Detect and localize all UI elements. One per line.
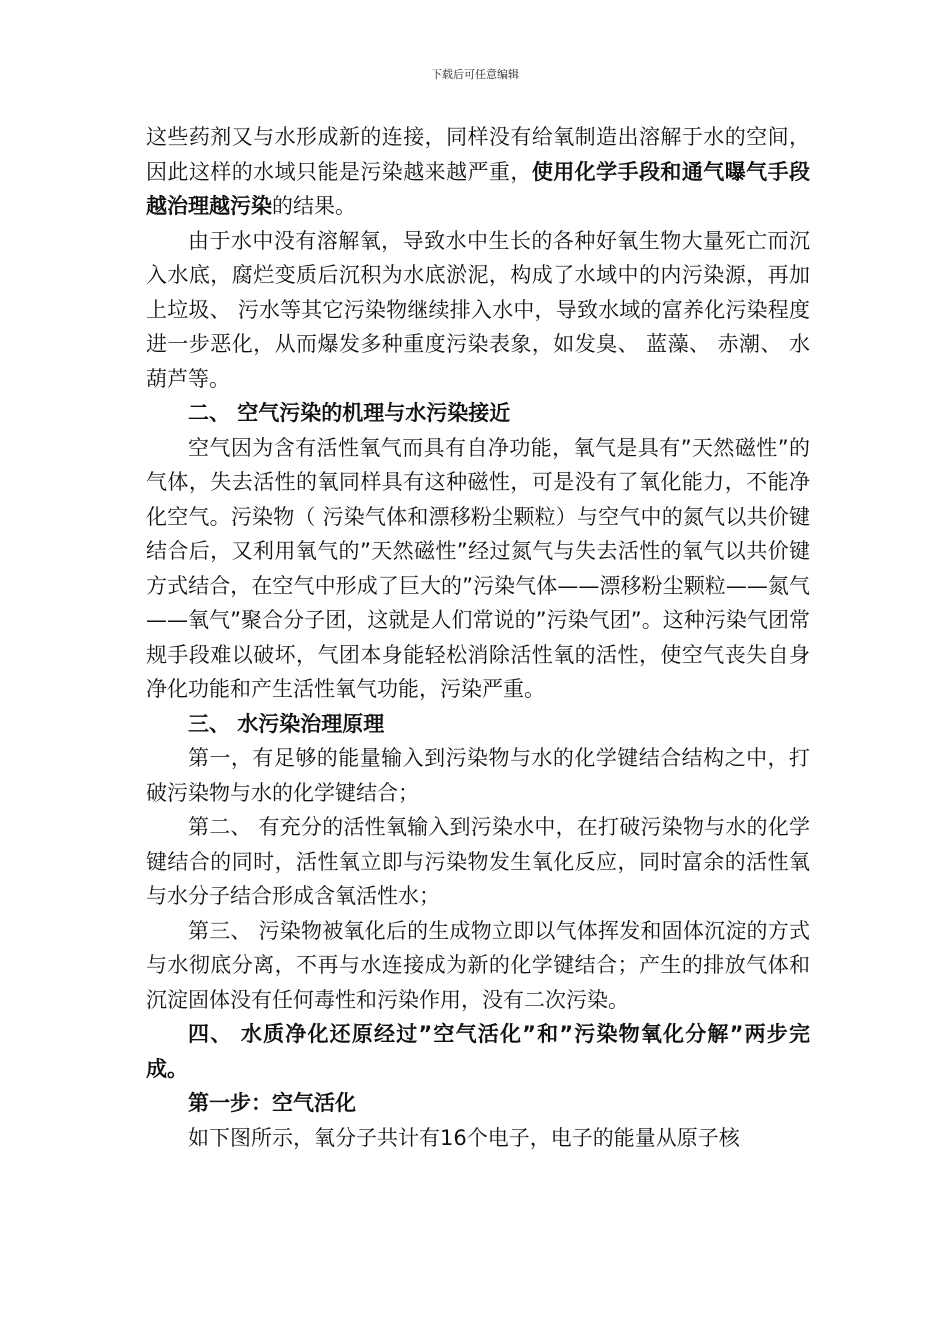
paragraph-1-text: 这些药剂又与水形成新的连接，同样没有给氧制造出溶解于水的空间，因此这样的水域只能是污染越来越严重， xyxy=(146,125,810,184)
paragraph-2: 由于水中没有溶解氧，导致水中生长的各种好氧生物大量死亡而沉入水底，腐烂变质后沉积为水底淤泥，构成了水域中的内污染源，再加上垃圾、 污水等其它污染物继续排入水中，导致水域的富养化污染程度进一步恶化，从而爆发多种重度污染表象，如发臭、 蓝藻、 赤潮、 水葫芦等。 xyxy=(146,228,810,391)
paragraph-4: 第一，有足够的能量输入到污染物与水的化学键结合结构之中，打破污染物与水的化学键结合； xyxy=(146,746,810,805)
paragraph-7: 如下图所示，氧分子共计有16个电子，电子的能量从原子核 xyxy=(188,1125,740,1150)
section-heading-2: 二、 空气污染的机理与水污染接近 xyxy=(188,401,511,425)
page-header: 下载后可任意编辑 xyxy=(431,68,519,81)
paragraph-1-end: 的结果。 xyxy=(272,194,356,218)
step-heading-1: 第一步：空气活化 xyxy=(188,1091,356,1115)
section-heading-3: 三、 水污染治理原理 xyxy=(188,711,385,736)
paragraph-6: 第三、 污染物被氧化后的生成物立即以气体挥发和固体沉淀的方式与水彻底分离，不再与水连接成为新的化学键结合；产生的排放气体和沉淀固体没有任何毒性和污染作用，没有二次污染。 xyxy=(146,918,810,1012)
document-body xyxy=(146,120,810,1155)
paragraph-5: 第二、 有充分的活性氧输入到污染水中，在打破污染物与水的化学键结合的同时，活性氧立即与污染物发生氧化反应，同时富余的活性氧与水分子结合形成含氧活性水； xyxy=(146,815,810,908)
paragraph-3: 空气因为含有活性氧气而具有自净功能，氧气是具有”天然磁性”的气体，失去活性的氧同样具有这种磁性，可是没有了氧化能力，不能净化空气。污染物（ 污染气体和漂移粉尘颗粒）与空气中的氮气以共价键结合后，又利用氧气的”天然磁性”经过氮气与失去活性的氧气以共价键方式结合，在空气中形成了巨大的”污染气体——漂移粉尘颗粒——氮气——氧气”聚合分子团，这就是人们常说的”污染气团”。这种污染气团常规手段难以破坏，气团本身能轻松消除活性氧的活性，使空气丧失自身净化功能和产生活性氧气功能，污染严重。 xyxy=(146,435,810,701)
paragraph-1-bold: 使用化学手段和通气曝气手段越治理越污染 xyxy=(146,159,811,218)
paragraph-1 xyxy=(146,120,810,224)
section-heading-4: 四、 水质净化还原经过”空气活化”和”污染物氧化分解”两步完成。 xyxy=(146,1022,810,1081)
